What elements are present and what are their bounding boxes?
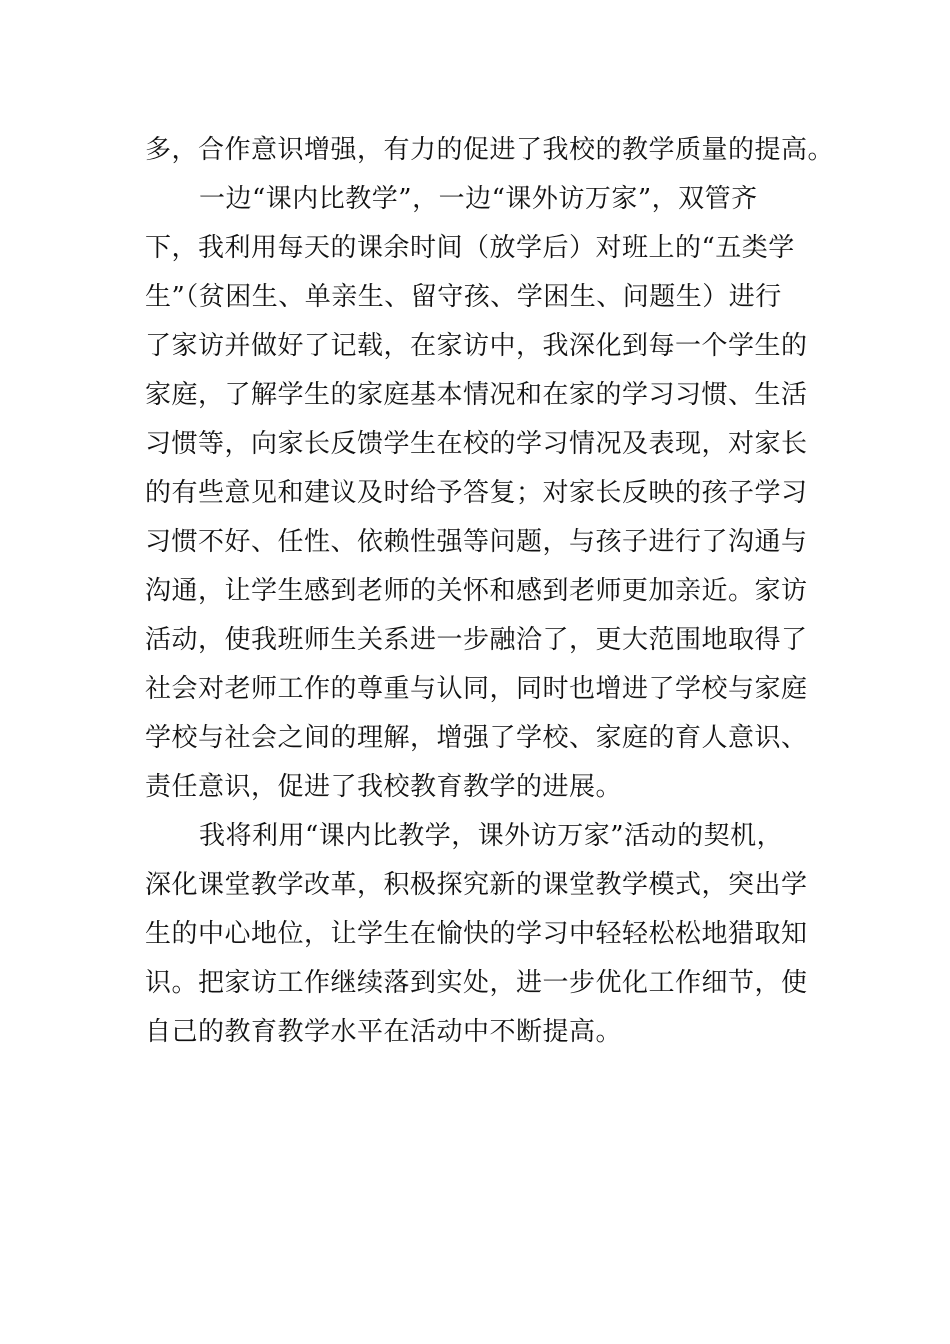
text-line-12: 社会对老师工作的尊重与认同，同时也增进了学校与家庭	[145, 674, 808, 704]
text-line-5: 了家访并做好了记载，在家访中，我深化到每一个学生的	[145, 331, 808, 361]
text-line-8: 的有些意见和建议及时给予答复；对家长反映的孩子学习	[145, 478, 808, 508]
text-line-18: 识。把家访工作继续落到实处，进一步优化工作细节，使	[145, 968, 808, 998]
text-line-1: 多，合作意识增强，有力的促进了我校的教学质量的提高。	[145, 135, 835, 165]
text-line-17: 生的中心地位，让学生在愉快的学习中轻轻松松地猎取知	[145, 919, 808, 949]
text-line-15: 我将利用“课内比教学，课外访万家”活动的契机，	[199, 821, 784, 851]
text-line-13: 学校与社会之间的理解，增强了学校、家庭的育人意识、	[145, 723, 808, 753]
text-line-10: 沟通，让学生感到老师的关怀和感到老师更加亲近。家访	[145, 576, 808, 606]
text-line-14: 责任意识，促进了我校教育教学的进展。	[145, 772, 623, 802]
text-line-19: 自己的教育教学水平在活动中不断提高。	[145, 1017, 623, 1047]
text-line-3: 下，我利用每天的课余时间（放学后）对班上的“五类学	[145, 233, 795, 263]
text-line-9: 习惯不好、任性、依赖性强等问题，与孩子进行了沟通与	[145, 527, 808, 557]
text-line-11: 活动，使我班师生关系进一步融洽了，更大范围地取得了	[145, 625, 808, 655]
text-line-2: 一边“课内比教学”，一边“课外访万家”，双管齐	[199, 184, 758, 214]
text-line-4: 生”（贫困生、单亲生、留守孩、学困生、问题生）进行	[145, 282, 782, 312]
text-line-7: 习惯等，向家长反馈学生在校的学习情况及表现，对家长	[145, 429, 808, 459]
text-line-16: 深化课堂教学改革，积极探究新的课堂教学模式，突出学	[145, 870, 808, 900]
document-body	[145, 126, 835, 1057]
text-line-6: 家庭，了解学生的家庭基本情况和在家的学习习惯、生活	[145, 380, 808, 410]
